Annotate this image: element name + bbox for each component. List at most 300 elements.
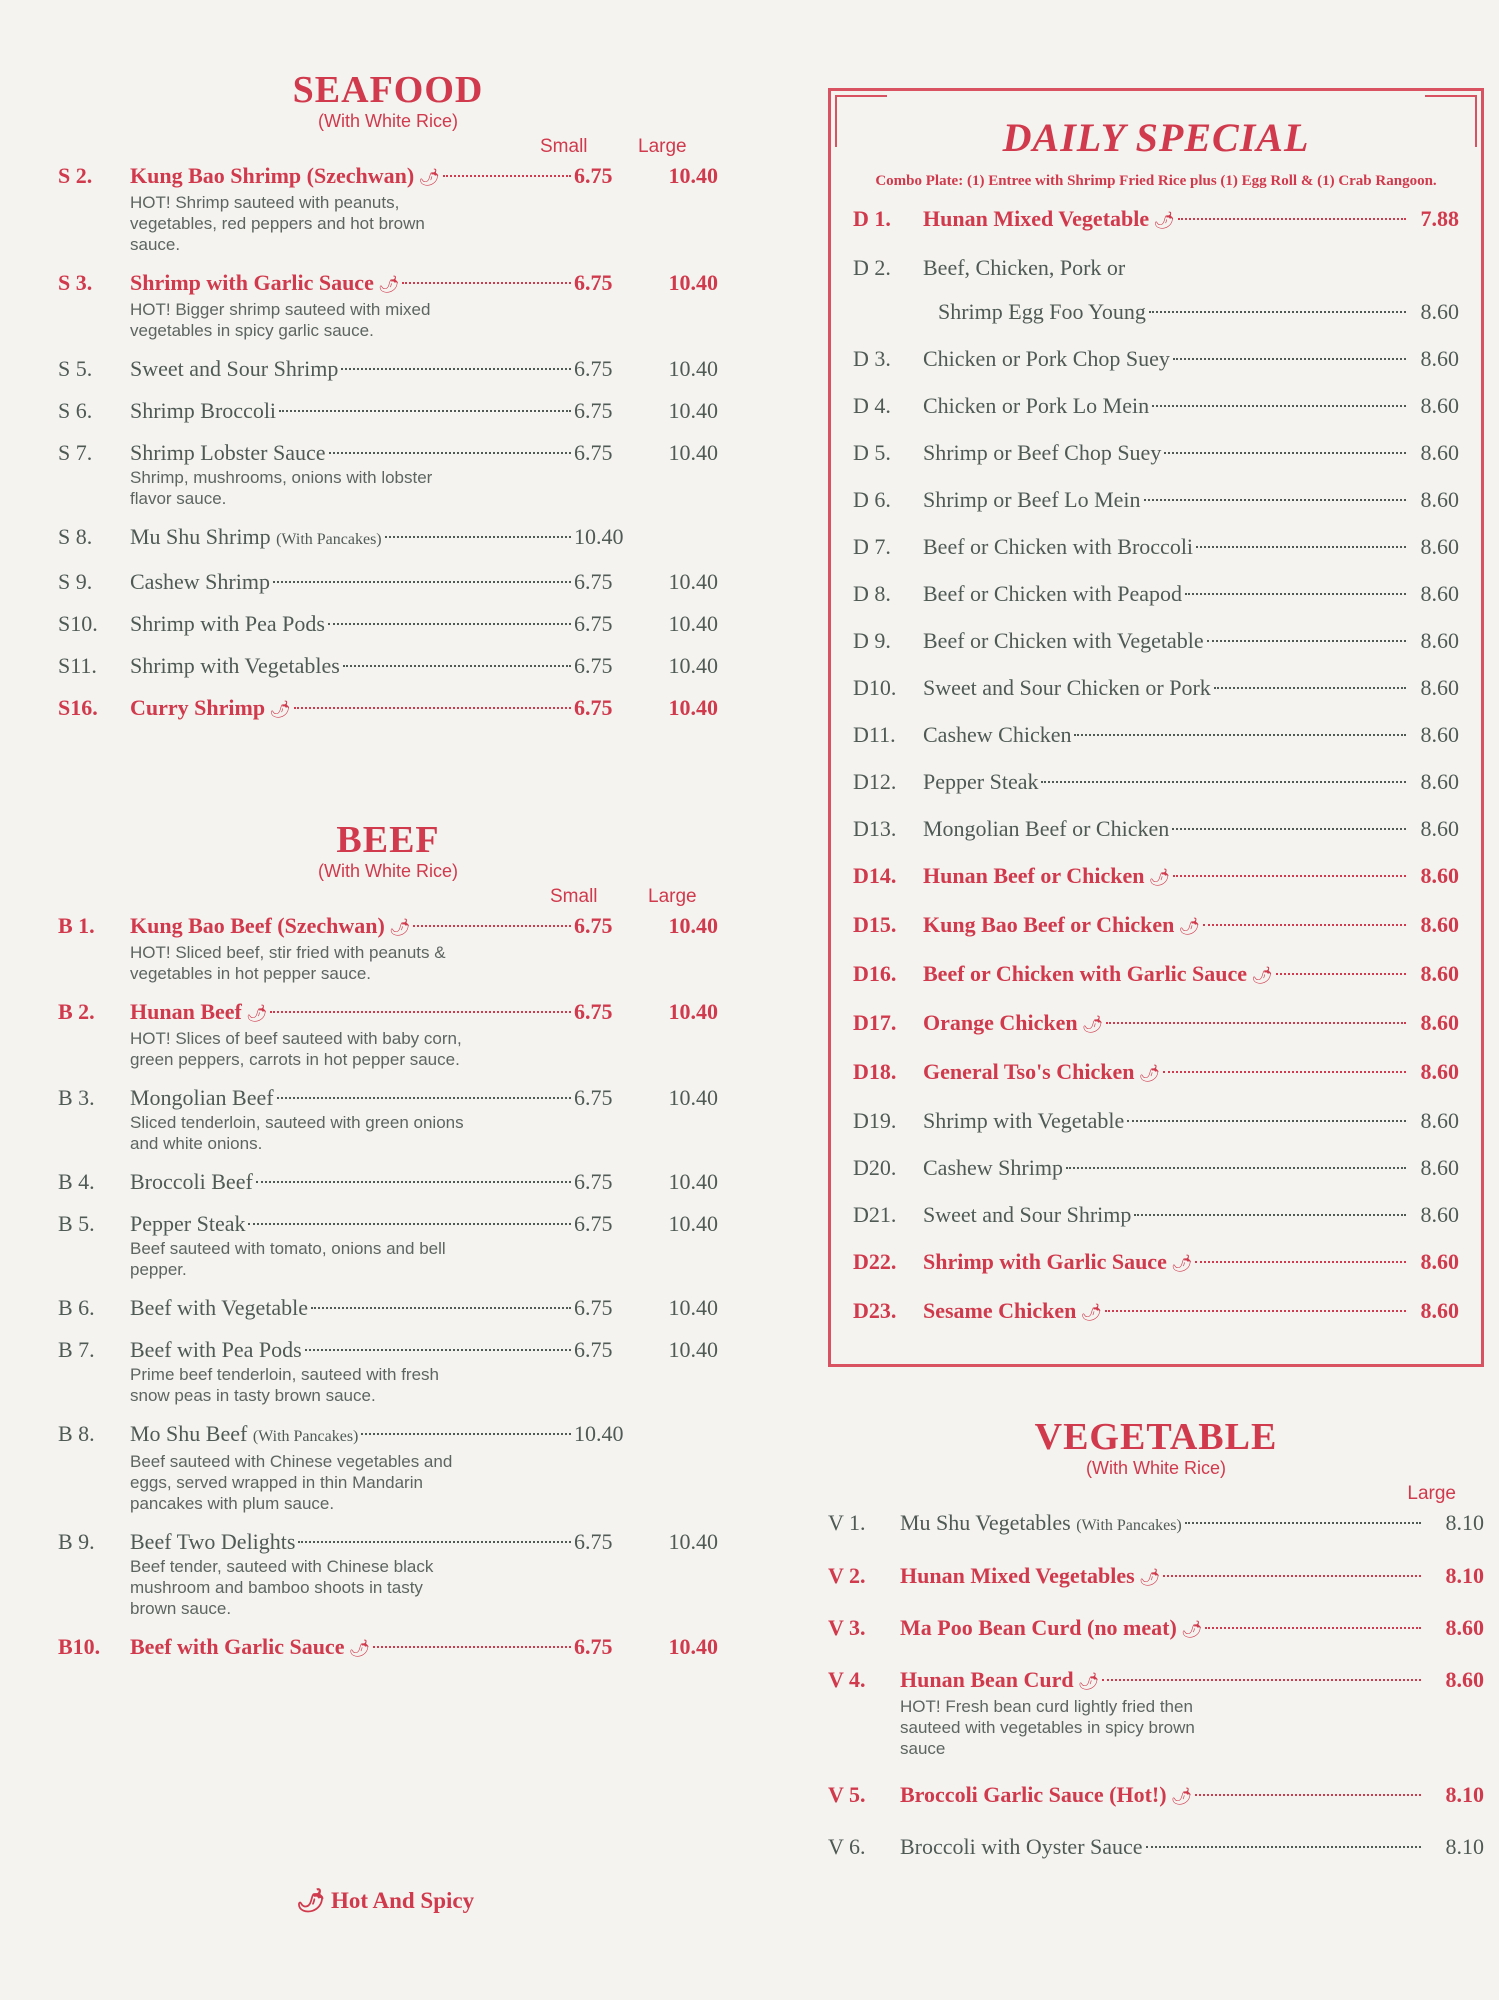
price: 8.60 [1420, 1155, 1459, 1180]
item-name-text: Kung Bao Shrimp (Szechwan) [130, 163, 415, 188]
chili-pepper-icon: 🌶︎ [418, 168, 440, 187]
price: 8.60 [1420, 912, 1459, 937]
item-name [130, 1420, 358, 1451]
item-name-text: Broccoli Beef [130, 1169, 253, 1194]
price-small: 6.75 [574, 1085, 613, 1110]
item-name [130, 269, 399, 299]
menu-item-row [853, 815, 1459, 843]
item-name-text: Beef with Vegetable [130, 1295, 308, 1320]
price-large: 10.40 [668, 913, 718, 938]
item-code: S 5. [58, 356, 93, 381]
price-small: 6.75 [574, 356, 613, 381]
dot-leader [1105, 1310, 1406, 1312]
menu-item-row [853, 580, 1459, 608]
item-name-text: Sweet and Sour Shrimp [130, 356, 339, 381]
dot-leader [361, 1433, 571, 1435]
price-small: 6.75 [574, 163, 613, 188]
price-small: 6.75 [574, 270, 613, 295]
menu-item [853, 486, 1459, 514]
menu-item [58, 1420, 718, 1514]
chili-pepper-icon: 🌶︎ [1081, 1015, 1104, 1034]
item-code: D15. [853, 912, 897, 937]
chili-pepper-icon: 🌶︎ [388, 918, 411, 937]
item-name [923, 1248, 1192, 1278]
menu-item-row [58, 439, 718, 467]
item-name [900, 1509, 1182, 1540]
menu-item-row [853, 721, 1459, 749]
dot-leader [329, 452, 571, 454]
menu-item [853, 439, 1459, 467]
item-name [923, 439, 1161, 467]
menu-item [853, 580, 1459, 608]
menu-item [828, 1666, 1484, 1759]
menu-item-row [58, 998, 718, 1028]
dot-leader [256, 1181, 571, 1183]
item-code: D 6. [853, 487, 891, 512]
chili-pepper-icon: 🌶︎ [1077, 1672, 1100, 1691]
dot-leader [273, 581, 571, 583]
item-name [923, 721, 1071, 749]
item-name-text: Shrimp or Beef Lo Mein [923, 487, 1141, 512]
left-column [58, 70, 718, 1677]
vegetable-subtitle: (With White Rice) [1085, 1458, 1226, 1478]
item-name [900, 1781, 1192, 1811]
price-small: 6.75 [574, 1295, 613, 1320]
menu-item [828, 1509, 1484, 1540]
menu-item-row [853, 1201, 1459, 1229]
vegetable-list [828, 1509, 1484, 1861]
item-name-text: Kung Bao Beef or Chicken [923, 912, 1175, 937]
menu-item-row [58, 1168, 718, 1196]
price: 8.60 [1420, 722, 1459, 747]
item-name-cont: Shrimp Egg Foo Young [938, 299, 1146, 324]
seafood-title: SEAFOOD [292, 69, 484, 111]
menu-item-row [58, 610, 718, 638]
dot-leader [341, 368, 571, 370]
vegetable-size-header [828, 1479, 1484, 1509]
menu-item [828, 1833, 1484, 1861]
dot-leader [311, 1307, 571, 1309]
item-code: D13. [853, 816, 897, 841]
menu-item [853, 862, 1459, 892]
item-note: (With Pancakes) [1076, 1517, 1182, 1534]
menu-item-row [58, 1210, 718, 1238]
dot-leader [328, 623, 571, 625]
large-label: Large [1407, 1483, 1456, 1504]
dot-leader [1178, 218, 1406, 220]
chili-pepper-icon: 🌶︎ [269, 700, 291, 719]
menu-item-row [853, 1248, 1459, 1278]
seafood-section [58, 70, 718, 724]
price: 8.60 [1420, 299, 1459, 324]
item-name [923, 205, 1175, 235]
small-label: Small [540, 136, 588, 157]
dot-leader [1074, 734, 1406, 736]
item-code: S 7. [58, 440, 93, 465]
dot-leader [305, 1349, 571, 1351]
item-code: S16. [58, 695, 98, 720]
menu-item-row [853, 674, 1459, 702]
chili-pepper-icon: 🌶︎ [1138, 1064, 1161, 1083]
item-name [130, 1528, 295, 1556]
price: 8.60 [1420, 816, 1459, 841]
item-name-text: Beef with Pea Pods [130, 1337, 302, 1362]
item-name-text: Shrimp Broccoli [130, 398, 277, 423]
item-name [130, 912, 410, 942]
menu-item-row [853, 533, 1459, 561]
menu-item-row [828, 1833, 1484, 1861]
item-name [923, 768, 1038, 796]
dot-leader [279, 410, 571, 412]
chili-pepper-icon: 🌶︎ [1178, 917, 1200, 936]
menu-item [853, 1297, 1459, 1327]
price: 8.60 [1420, 769, 1459, 794]
price-small: 6.75 [574, 1169, 613, 1194]
item-name-text: Curry Shrimp [130, 695, 266, 720]
menu-item-row [853, 254, 1459, 282]
menu-item [58, 439, 718, 509]
menu-item-row [853, 627, 1459, 655]
menu-item-row [58, 652, 718, 680]
dot-leader [1195, 1794, 1421, 1796]
corner-ornament-icon [835, 95, 887, 147]
menu-item [58, 568, 718, 596]
item-name-text: Beef or Chicken with Peapod [923, 581, 1183, 606]
item-code: S 6. [58, 398, 93, 423]
item-code: D 9. [853, 628, 891, 653]
dot-leader [248, 1223, 571, 1225]
dot-leader [1146, 1846, 1421, 1848]
menu-item-row [58, 1336, 718, 1364]
hot-and-spicy-legend [296, 1887, 474, 1914]
price-large: 10.40 [668, 1337, 718, 1362]
combo-description: Combo Plate: (1) Entree with Shrimp Fried Rice plus (1) Egg Roll & (1) Crab Rangoon. [875, 173, 1437, 189]
item-code: D19. [853, 1108, 897, 1133]
item-name [130, 652, 340, 680]
menu-item-row [58, 397, 718, 425]
item-name-text: Mo Shu Beef [130, 1421, 248, 1446]
item-name [130, 439, 326, 467]
item-name [923, 1009, 1103, 1039]
price-large: 10.40 [668, 398, 718, 423]
item-code: D16. [853, 961, 897, 986]
chili-pepper-icon: 🌶︎ [1251, 966, 1273, 985]
dot-leader [298, 1541, 571, 1543]
dot-leader [413, 925, 571, 927]
dot-leader [1173, 875, 1406, 877]
menu-item-row [853, 1058, 1459, 1088]
dot-leader [294, 707, 571, 709]
menu-item-row [58, 1294, 718, 1322]
price-small: 6.75 [574, 695, 613, 720]
menu-item [853, 392, 1459, 420]
dot-leader [373, 1646, 571, 1648]
item-code: D 2. [853, 255, 891, 280]
item-name-text: Chicken or Pork Lo Mein [923, 393, 1150, 418]
beef-title: BEEF [336, 819, 440, 861]
menu-item [828, 1781, 1484, 1811]
price-large: 10.40 [668, 1529, 718, 1554]
dot-leader [1144, 499, 1406, 501]
item-name [923, 1297, 1102, 1327]
hot-note-text: Hot And Spicy [330, 1888, 475, 1913]
menu-item [58, 397, 718, 425]
menu-item-row [58, 1084, 718, 1112]
daily-special-list [853, 205, 1459, 1327]
price-large: 10.40 [668, 163, 718, 188]
menu-item [853, 205, 1459, 235]
item-name [900, 1614, 1202, 1644]
price: 8.60 [1420, 1108, 1459, 1133]
menu-item [58, 1294, 718, 1322]
item-name-text: Mu Shu Shrimp [130, 524, 271, 549]
price: 8.10 [1445, 1563, 1484, 1588]
dot-leader [1127, 1120, 1406, 1122]
price: 8.60 [1420, 628, 1459, 653]
item-description: Beef sauteed with Chinese vegetables and eggs, served wrapped in thin Mandarin pancakes with plum sauce. [130, 1452, 453, 1513]
price-small: 6.75 [574, 1634, 613, 1659]
item-description: Beef sauteed with tomato, onions and bell pepper. [130, 1239, 446, 1279]
item-name-text: Hunan Beef or Chicken [923, 863, 1145, 888]
item-code: B 8. [58, 1421, 95, 1446]
menu-item-row [853, 345, 1459, 373]
item-name-text: Hunan Beef [130, 999, 242, 1024]
dot-leader [443, 175, 571, 177]
item-name-text: Mongolian Beef [130, 1085, 274, 1110]
dot-leader [1185, 1522, 1421, 1524]
chili-pepper-icon: 🌶︎ [296, 1888, 326, 1913]
item-code: V 6. [828, 1834, 866, 1859]
menu-item-row [828, 1666, 1484, 1696]
dot-leader [1195, 1261, 1406, 1263]
dot-leader [402, 282, 571, 284]
price: 8.60 [1420, 1010, 1459, 1035]
item-code: S10. [58, 611, 98, 636]
item-code: D22. [853, 1249, 897, 1274]
beef-section [58, 820, 718, 1663]
item-name [923, 911, 1200, 941]
dot-leader [1164, 452, 1406, 454]
item-code: V 4. [828, 1667, 866, 1692]
item-code: B 4. [58, 1169, 95, 1194]
item-name [923, 862, 1170, 892]
item-name-text: General Tso's Chicken [923, 1059, 1135, 1084]
price-large: 10.40 [668, 611, 718, 636]
chili-pepper-icon: 🌶︎ [1148, 868, 1171, 887]
price-large: 10.40 [668, 1634, 718, 1659]
item-code: D12. [853, 769, 897, 794]
item-name [900, 1562, 1160, 1592]
menu-item-row [828, 1614, 1484, 1644]
item-code: B 6. [58, 1295, 95, 1320]
menu-item-row [938, 298, 1459, 326]
menu-item [58, 1084, 718, 1154]
menu-item-row [58, 162, 718, 192]
menu-item [853, 533, 1459, 561]
price-small: 6.75 [574, 569, 613, 594]
item-code: V 1. [828, 1510, 866, 1535]
price-small: 6.75 [574, 1211, 613, 1236]
item-name [130, 1336, 302, 1364]
item-name-text: Pepper Steak [130, 1211, 246, 1236]
dot-leader [1066, 1167, 1406, 1169]
item-name-text: Hunan Mixed Vegetable [923, 206, 1150, 231]
item-name-text: Hunan Mixed Vegetables [900, 1563, 1135, 1588]
price-large: 10.40 [668, 999, 718, 1024]
menu-item-row [58, 1528, 718, 1556]
menu-item [58, 269, 718, 341]
item-note: (With Pancakes) [252, 1428, 359, 1445]
beef-size-header [58, 882, 718, 912]
menu-item [58, 162, 718, 255]
item-name-text: Cashew Shrimp [923, 1155, 1063, 1180]
corner-ornament-icon [1425, 95, 1477, 147]
menu-item-row [853, 960, 1459, 990]
item-name-text: Ma Poo Bean Curd (no meat) [900, 1615, 1177, 1640]
item-code: B10. [58, 1634, 101, 1659]
item-name [923, 580, 1182, 608]
seafood-list [58, 162, 718, 724]
item-code: B 7. [58, 1337, 95, 1362]
seafood-size-header [58, 132, 718, 162]
item-name [923, 674, 1211, 702]
menu-item [58, 912, 718, 984]
item-name-text: Beef or Chicken with Vegetable [923, 628, 1204, 653]
item-name-text: Sesame Chicken [923, 1298, 1077, 1323]
item-name [130, 1210, 245, 1238]
menu-item-row [853, 439, 1459, 467]
price-large: 10.40 [668, 569, 718, 594]
menu-item-row [58, 912, 718, 942]
item-code: D 7. [853, 534, 891, 559]
item-description: Prime beef tenderloin, sauteed with fresh snow peas in tasty brown sauce. [130, 1365, 440, 1405]
item-name [130, 397, 276, 425]
menu-item-row [828, 1781, 1484, 1811]
item-name-text: Beef, Chicken, Pork or [923, 255, 1126, 280]
item-name [923, 960, 1273, 990]
price-small: 6.75 [574, 611, 613, 636]
dot-leader [1276, 973, 1406, 975]
small-label: Small [550, 886, 598, 907]
item-name-text: Beef or Chicken with Garlic Sauce [923, 961, 1248, 986]
price: 8.60 [1420, 440, 1459, 465]
item-name-text: Broccoli with Oyster Sauce [900, 1834, 1143, 1859]
item-name [923, 627, 1204, 655]
dot-leader [1163, 1575, 1421, 1577]
menu-item-row [58, 269, 718, 299]
menu-item [58, 610, 718, 638]
daily-special-title: DAILY SPECIAL [1002, 115, 1310, 160]
price: 8.10 [1445, 1834, 1484, 1859]
item-name-text: Shrimp with Garlic Sauce [923, 1249, 1167, 1274]
price: 8.60 [1420, 393, 1459, 418]
beef-list [58, 912, 718, 1663]
item-code: D 5. [853, 440, 891, 465]
price: 8.60 [1420, 1059, 1459, 1084]
item-name [923, 486, 1141, 514]
dot-leader [1106, 1022, 1406, 1024]
menu-item [853, 960, 1459, 990]
item-code: D 8. [853, 581, 891, 606]
item-code: V 3. [828, 1615, 866, 1640]
chili-pepper-icon: 🌶︎ [1153, 211, 1175, 230]
menu-item-row [853, 768, 1459, 796]
dot-leader [1149, 311, 1406, 313]
chili-pepper-icon: 🌶︎ [1138, 1568, 1161, 1587]
item-code: V 2. [828, 1563, 866, 1588]
item-code: D23. [853, 1298, 897, 1323]
item-name-text: Beef with Garlic Sauce [130, 1634, 345, 1659]
menu-item-row [853, 205, 1459, 235]
dot-leader [1152, 405, 1406, 407]
price: 8.60 [1420, 346, 1459, 371]
menu-item-row [853, 862, 1459, 892]
item-name [130, 610, 325, 638]
dot-leader [1214, 687, 1406, 689]
menu-item-row [853, 1107, 1459, 1135]
item-name-text: Kung Bao Beef (Szechwan) [130, 913, 385, 938]
item-name [923, 1058, 1160, 1088]
menu-item [58, 523, 718, 554]
price-large: 10.40 [668, 440, 718, 465]
price-large: 10.40 [668, 1169, 718, 1194]
item-name [130, 568, 270, 596]
item-code: S 3. [58, 270, 93, 295]
menu-item [853, 1107, 1459, 1135]
item-description: HOT! Shrimp sauteed with peanuts, vegetables, red peppers and hot brown sauce. [130, 193, 425, 254]
price-small: 6.75 [574, 999, 613, 1024]
price-small: 6.75 [574, 653, 613, 678]
menu-item [58, 1633, 718, 1663]
item-name [923, 533, 1193, 561]
menu-item-row [853, 1009, 1459, 1039]
item-description: Beef tender, sauteed with Chinese black mushroom and bamboo shoots in tasty brown sauce. [130, 1557, 434, 1618]
item-name-text: Pepper Steak [923, 769, 1039, 794]
chili-pepper-icon: 🌶︎ [377, 275, 400, 294]
menu-item-row [853, 911, 1459, 941]
item-name-text: Shrimp with Vegetable [923, 1108, 1125, 1133]
item-name-text: Shrimp Lobster Sauce [130, 440, 326, 465]
price-small: 6.75 [574, 440, 613, 465]
item-code: D 1. [853, 206, 891, 231]
item-description: HOT! Bigger shrimp sauteed with mixed vegetables in spicy garlic sauce. [130, 300, 431, 340]
menu-item [853, 721, 1459, 749]
price-small: 6.75 [574, 913, 613, 938]
menu-item [853, 1009, 1459, 1039]
price-large: 10.40 [668, 1085, 718, 1110]
dot-leader [1196, 546, 1406, 548]
item-name [130, 998, 267, 1028]
menu-item [853, 768, 1459, 796]
item-name [923, 254, 1125, 282]
item-note: (With Pancakes) [276, 531, 382, 548]
item-description: Shrimp, mushrooms, onions with lobster flavor sauce. [130, 468, 433, 508]
menu-item [853, 1154, 1459, 1182]
menu-item [853, 627, 1459, 655]
price: 8.60 [1420, 487, 1459, 512]
item-code: V 5. [828, 1782, 866, 1807]
price: 8.60 [1420, 1202, 1459, 1227]
item-name-text: Cashew Shrimp [130, 569, 270, 594]
item-description: HOT! Sliced beef, stir fried with peanuts & vegetables in hot pepper sauce. [130, 943, 446, 983]
price-large: 10.40 [668, 1295, 718, 1320]
item-name-text: Shrimp with Vegetables [130, 653, 340, 678]
beef-subtitle: (With White Rice) [317, 861, 458, 881]
price-large: 10.40 [574, 524, 624, 549]
large-label: Large [648, 886, 697, 907]
menu-item [853, 815, 1459, 843]
menu-item [58, 652, 718, 680]
